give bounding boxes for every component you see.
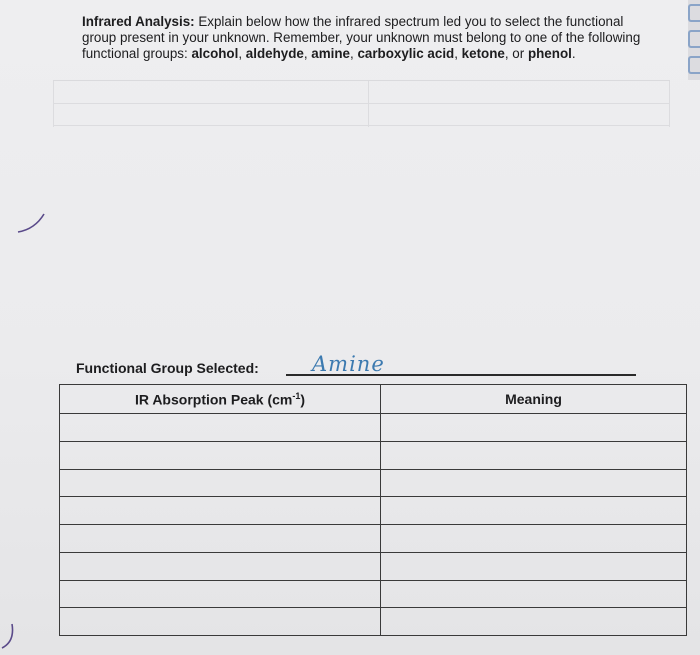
meaning-cell[interactable] — [381, 580, 687, 608]
handwritten-answer[interactable]: Amine — [312, 352, 385, 376]
group-aldehyde: aldehyde — [245, 46, 304, 61]
infrared-analysis-prompt: Infrared Analysis: Explain below how the infrared spectrum led you to select the functional group present in your unknown. Remember, your unknown must belong to one of the following functional groups: alcohol, aldehyde, amine, carboxylic acid, ketone, or phenol. — [82, 14, 641, 61]
group-ketone: ketone — [461, 46, 505, 61]
table-row — [60, 525, 687, 553]
ir-peak-cell[interactable] — [60, 441, 381, 469]
edge-mark — [688, 30, 700, 48]
pen-mark-icon — [0, 622, 20, 652]
adjacent-page-edge — [688, 0, 700, 80]
meaning-cell[interactable] — [381, 525, 687, 553]
prompt-or: or — [512, 46, 525, 61]
table-row — [60, 469, 687, 497]
ir-peak-header: IR Absorption Peak $(cm^{-1})$ — [60, 385, 381, 414]
group-amine: amine — [311, 46, 350, 61]
edge-mark — [688, 56, 700, 74]
meaning-cell[interactable] — [381, 414, 687, 442]
meaning-cell[interactable] — [381, 608, 687, 636]
ir-peak-cell[interactable] — [60, 552, 381, 580]
table-row — [60, 441, 687, 469]
meaning-cell[interactable] — [381, 469, 687, 497]
ir-peak-cell[interactable] — [60, 608, 381, 636]
meaning-cell[interactable] — [381, 552, 687, 580]
faint-answer-grid — [53, 80, 670, 127]
table-row — [60, 608, 687, 636]
ir-peak-cell[interactable] — [60, 469, 381, 497]
pen-mark-icon — [14, 212, 48, 236]
functional-group-label: Functional Group Selected: — [76, 360, 259, 376]
table-row — [60, 580, 687, 608]
ir-peak-cell[interactable] — [60, 414, 381, 442]
meaning-cell[interactable] — [381, 441, 687, 469]
meaning-header: Meaning — [381, 385, 687, 414]
functional-group-row — [76, 352, 636, 380]
table-row — [60, 552, 687, 580]
group-alcohol: alcohol — [191, 46, 239, 61]
ir-peak-cell[interactable] — [60, 580, 381, 608]
prompt-text: Explain below how the infrared spectrum led you to select the functional group present in your unknown. Remember, your unknown must belong to one of the following functional groups: — [82, 14, 641, 61]
table-row — [60, 497, 687, 525]
group-carboxylic-acid: carboxylic acid — [357, 46, 455, 61]
ir-absorption-table — [59, 384, 687, 636]
edge-mark — [688, 4, 700, 22]
prompt-heading: Infrared Analysis: — [82, 14, 195, 29]
table-header-row — [60, 385, 687, 414]
ir-peak-cell[interactable] — [60, 497, 381, 525]
group-phenol: phenol — [527, 46, 572, 61]
table-row — [60, 414, 687, 442]
ir-peak-cell[interactable] — [60, 525, 381, 553]
meaning-cell[interactable] — [381, 497, 687, 525]
